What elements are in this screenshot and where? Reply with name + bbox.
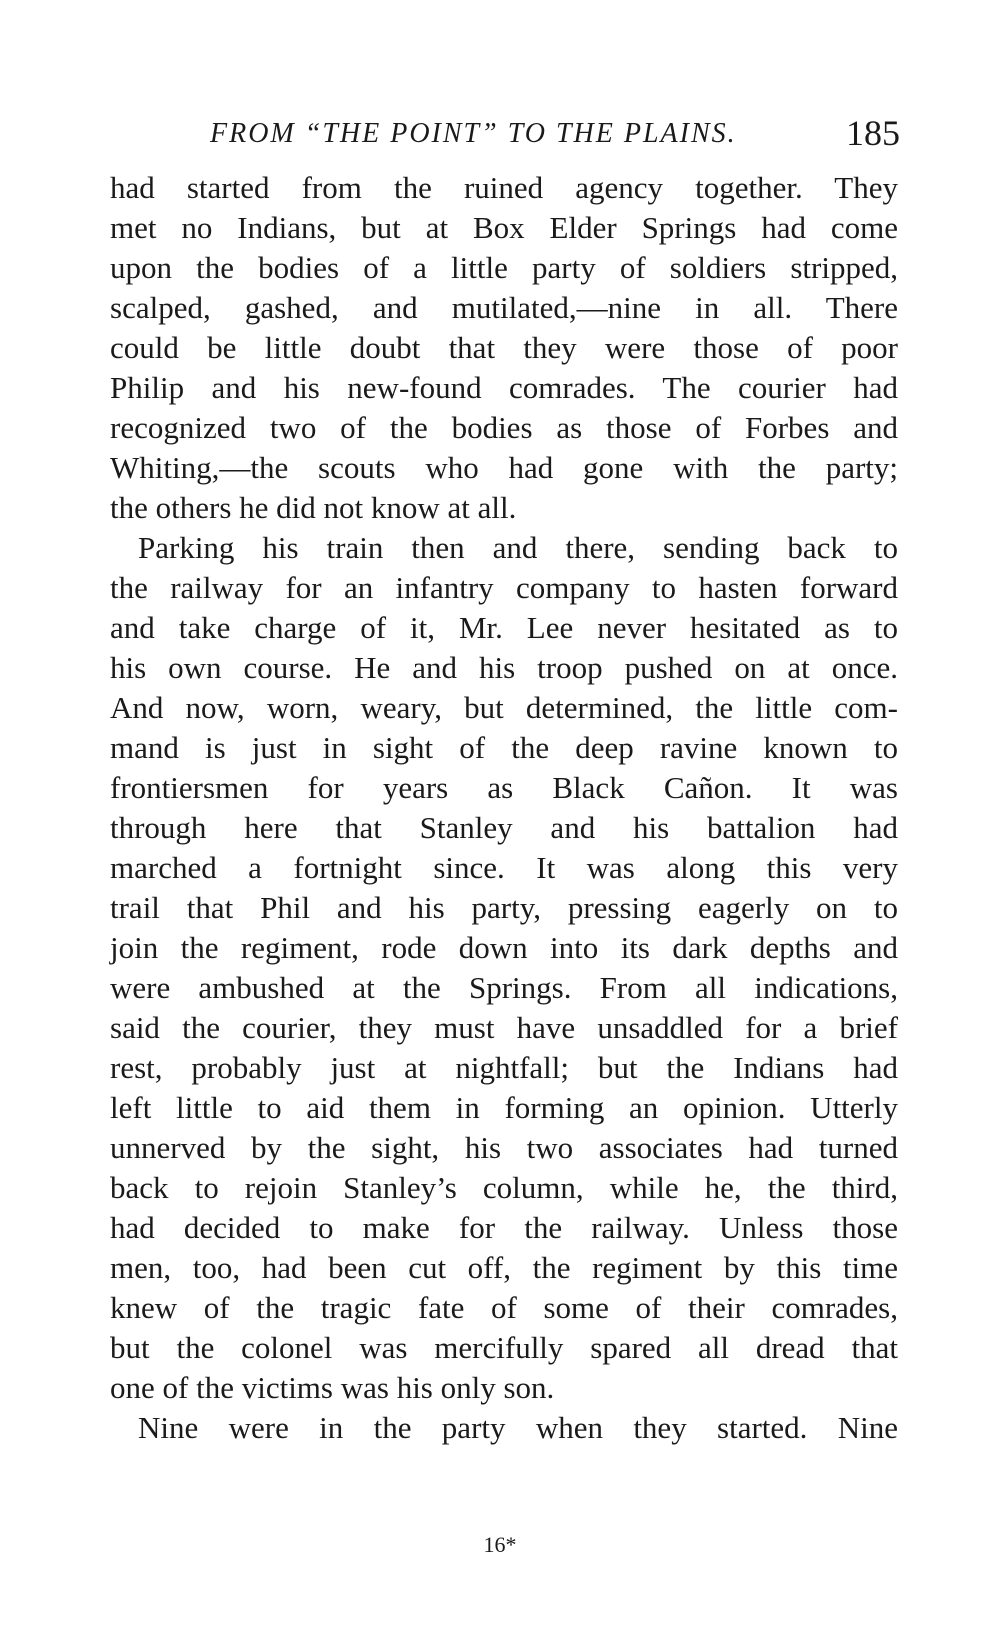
text-line: through here that Stanley and his battalion had [110,810,898,845]
text-line: his own course. He and his troop pushed on at once. [110,650,898,685]
text-line: the others he did not know at all. [110,490,517,525]
text-line: Nine were in the party when they started. Nine [138,1410,898,1445]
text-line: And now, worn, weary, but determined, the little com- [110,690,898,725]
text-line: one of the victims was his only son. [110,1370,555,1405]
page-header [110,112,900,162]
text-line: could be little doubt that they were those of poor [110,330,898,365]
text-line: scalped, gashed, and mutilated,—nine in all. There [110,290,898,325]
text-line: men, too, had been cut off, the regiment by this time [110,1250,898,1285]
text-line: said the courier, they must have unsaddled for a brief [110,1010,898,1045]
text-line: but the colonel was mercifully spared all dread that [110,1330,898,1365]
text-line: Parking his train then and there, sending back to [138,530,898,565]
text-line: trail that Phil and his party, pressing eagerly on to [110,890,898,925]
page-number: 185 [846,113,900,153]
text-line: unnerved by the sight, his two associates had turned [110,1130,898,1165]
text-line: had started from the ruined agency together. They [110,170,898,205]
text-line: and take charge of it, Mr. Lee never hesitated as to [110,610,898,645]
text-line: the railway for an infantry company to hasten forward [110,570,898,605]
text-line: join the regiment, rode down into its dark depths and [110,930,898,965]
text-line: rest, probably just at nightfall; but the Indians had [110,1050,898,1085]
text-line: had decided to make for the railway. Unless those [110,1210,898,1245]
text-line: frontiersmen for years as Black Cañon. It was [110,770,898,805]
text-line: met no Indians, but at Box Elder Springs had come [110,210,898,245]
text-line: Philip and his new-found comrades. The courier had [110,370,898,405]
text-line: knew of the tragic fate of some of their comrades, [110,1290,898,1325]
text-line: were ambushed at the Springs. From all indications, [110,970,898,1005]
text-line: upon the bodies of a little party of soldiers stripped, [110,250,898,285]
text-line: recognized two of the bodies as those of Forbes and [110,410,898,445]
body-text [110,168,898,1448]
text-line: marched a fortnight since. It was along this very [110,850,898,885]
text-line: mand is just in sight of the deep ravine known to [110,730,898,765]
text-line: back to rejoin Stanley’s column, while he, the third, [110,1170,898,1205]
text-line: left little to aid them in forming an opinion. Utterly [110,1090,898,1125]
signature-mark: 16* [483,1532,517,1557]
text-line: Whiting,—the scouts who had gone with the party; [110,450,898,485]
running-title: FROM “THE POINT” TO THE PLAINS. [210,118,737,149]
